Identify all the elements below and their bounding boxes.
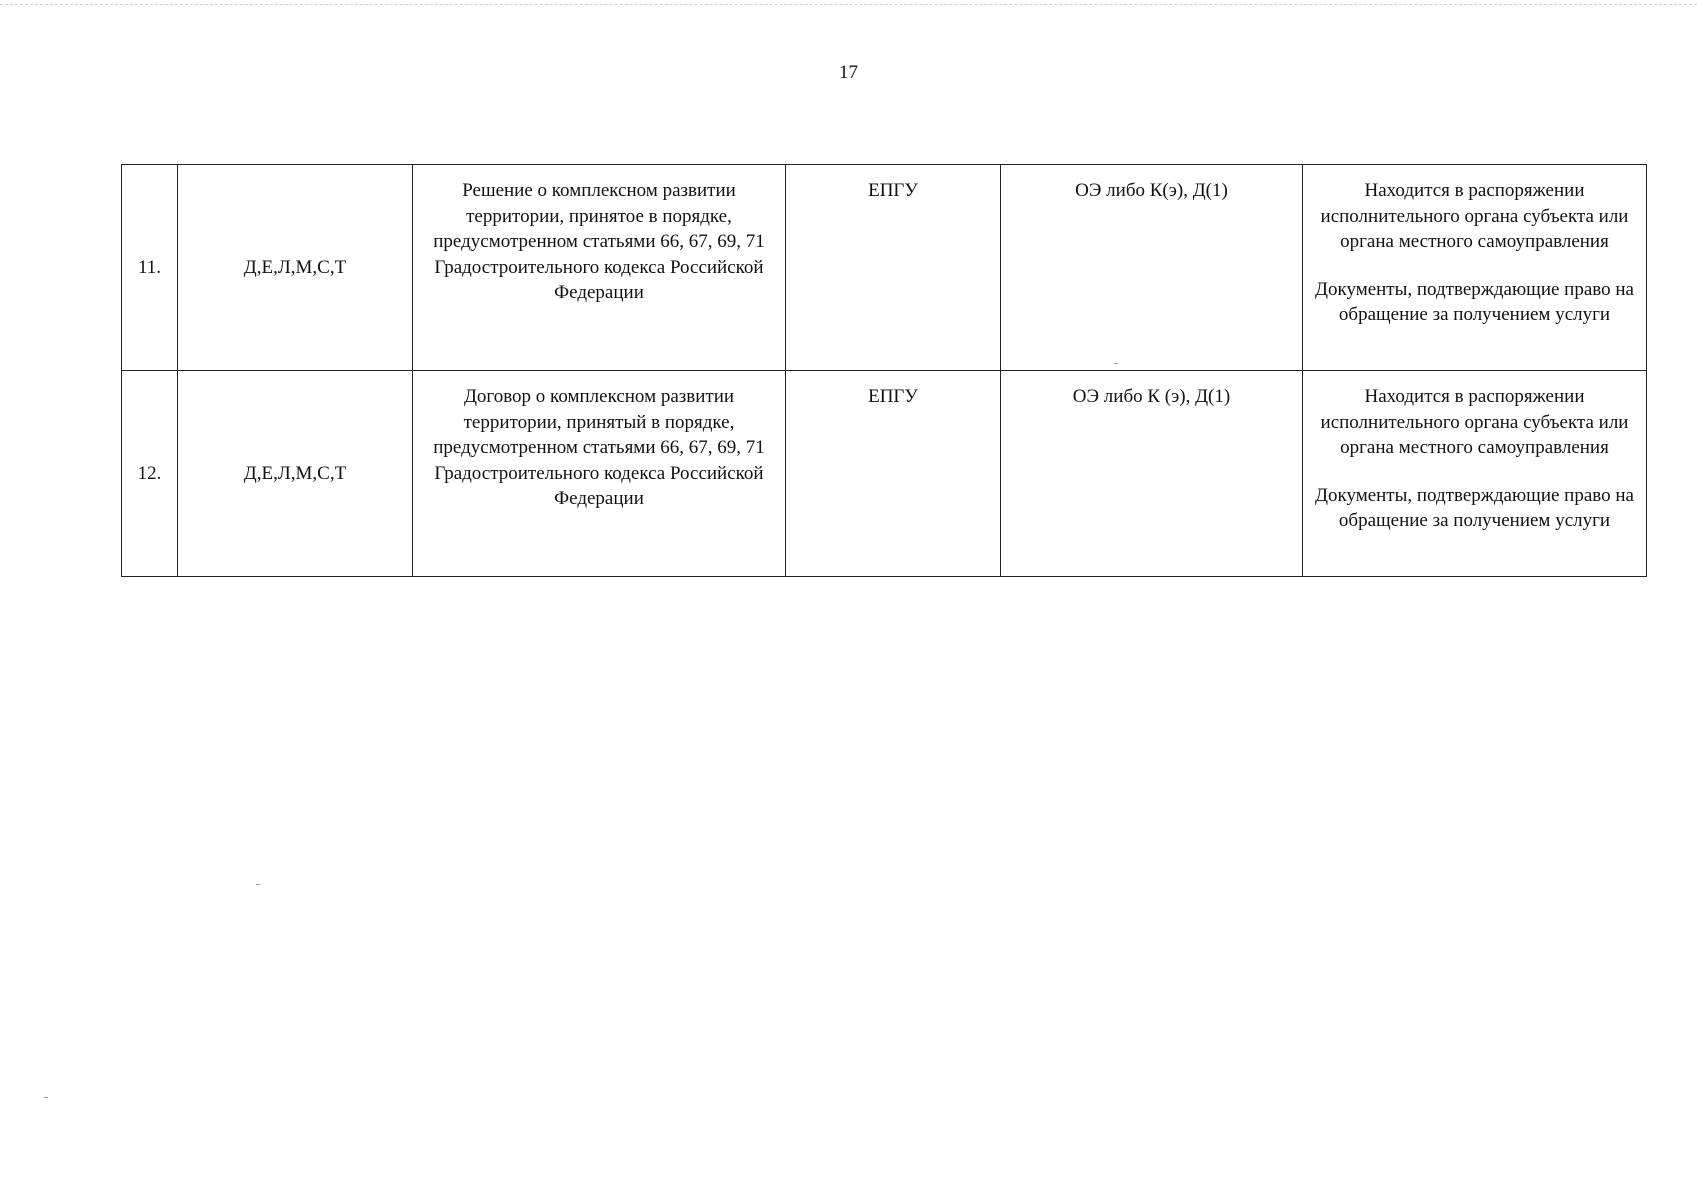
- table-row: [122, 165, 1647, 371]
- row-number: 12.: [122, 371, 178, 577]
- submission-channel: ЕПГУ: [786, 371, 1001, 577]
- scan-edge-line: [0, 4, 1697, 5]
- note-availability: Находится в распоряжении исполнительного органа субъекта или органа местного самоуправления: [1320, 386, 1629, 458]
- document-form: ОЭ либо К (э), Д(1): [1001, 371, 1303, 577]
- applicant-codes: Д,Е,Л,М,С,Т: [178, 371, 413, 577]
- note-confirming-documents: Документы, подтверждающие право на обращение за получением услуги: [1315, 484, 1634, 531]
- scan-speck: [1114, 363, 1118, 364]
- scan-speck: [256, 884, 260, 885]
- document-name: Решение о комплексном развитии территории, принятое в порядке, предусмотренном статьями 66, 67, 69, 71 Градостроительного кодекса Российской Федерации: [413, 165, 786, 371]
- document-notes: [1303, 371, 1647, 577]
- document-name: Договор о комплексном развитии территории, принятый в порядке, предусмотренном статьями 66, 67, 69, 71 Градостроительного кодекса Российской Федерации: [413, 371, 786, 577]
- note-confirming-documents: Документы, подтверждающие право на обращение за получением услуги: [1315, 278, 1634, 325]
- applicant-codes: Д,Е,Л,М,С,Т: [178, 165, 413, 371]
- scan-speck: [44, 1097, 48, 1098]
- document-form: ОЭ либо К(э), Д(1): [1001, 165, 1303, 371]
- document-table: [121, 164, 1647, 577]
- note-availability: Находится в распоряжении исполнительного органа субъекта или органа местного самоуправления: [1320, 180, 1629, 252]
- page-number: 17: [839, 62, 858, 83]
- submission-channel: ЕПГУ: [786, 165, 1001, 371]
- table-row: [122, 371, 1647, 577]
- row-number: 11.: [122, 165, 178, 371]
- document-notes: [1303, 165, 1647, 371]
